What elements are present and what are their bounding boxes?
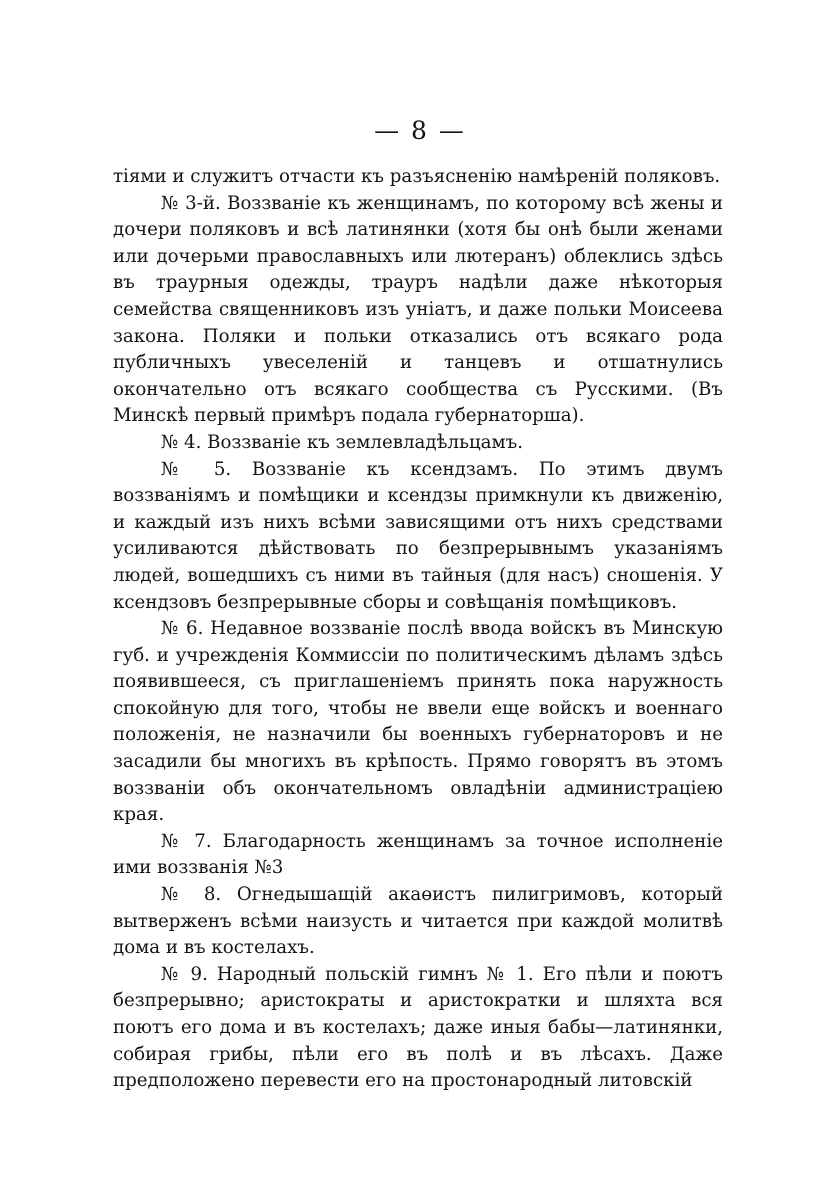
paragraph-continuation: тіями и служитъ отчасти къ разъясненію намѣреній поляковъ.: [113, 166, 721, 187]
page-number: — 8 —: [374, 116, 466, 145]
paragraph-appeal-6: № 6. Недавное воззваніе послѣ ввода войскъ въ Минскую губ. и учрежденія Коммиссіи по политическимъ дѣламъ здѣсь появившееся, съ приглашеніемъ принять пока наружность спокойную для того, чтобы не ввели еще войскъ и военнаго положенія, не назначили бы военныхъ губернаторовъ и не засадили бы многихъ въ крѣпость. Прямо говорятъ въ этомъ воззваніи объ окончательномъ овладѣніи администраціею края.: [113, 618, 723, 826]
paragraph-appeal-8: № 8. Огнедышащій акаөистъ пилигримовъ, который вытверженъ всѣми наизусть и читается при каждой молитвѣ дома и въ костелахъ.: [113, 884, 723, 959]
paragraph-appeal-3: № 3-й. Воззваніе къ женщинамъ, по которому всѣ жены и дочери поляковъ и всѣ латинянки (хотя бы онѣ были женами или дочерьми православныхъ или лютеранъ) облеклись здѣсь въ траурныя одежды, трауръ надѣли даже нѣкоторыя семейства священниковъ изъ уніатъ, и даже польки Моисеева закона. Поляки и польки отказались отъ всякаго рода публичныхъ увеселеній и танцевъ и отшатнулись окончательно отъ всякаго сообщества съ Русскими. (Въ Минскѣ первый примѣръ подала губернаторша).: [113, 192, 723, 427]
body-text: [113, 164, 723, 1095]
paragraph-appeal-5: № 5. Воззваніе къ ксендзамъ. По этимъ двумъ воззваніямъ и помѣщики и ксендзы примкнули къ движенію, и каждый изъ нихъ всѣми зависящими отъ нихъ средствами усиливаются дѣйствовать по безпрерывнымъ указаніямъ людей, вошедшихъ съ ними въ тайныя (для насъ) сношенія. У ксендзовъ безпрерывные сборы и совѣщанія помѣщиковъ.: [113, 458, 723, 613]
paragraph-appeal-4: № 4. Воззваніе къ землевладѣльцамъ.: [161, 431, 524, 453]
paragraph-appeal-7: № 7. Благодарность женщинамъ за точное исполненіе ими воззванія №3: [113, 830, 723, 879]
paragraph-appeal-9: № 9. Народный польскій гимнъ № 1. Его пѣли и поютъ безпрерывно; аристократы и аристократки и шляхта вся поютъ его дома и въ костелахъ; даже иныя бабы—латинянки, собирая грибы, пѣли его въ полѣ и въ лѣсахъ. Даже предположено перевести его на простонародный литовскій: [113, 963, 723, 1092]
